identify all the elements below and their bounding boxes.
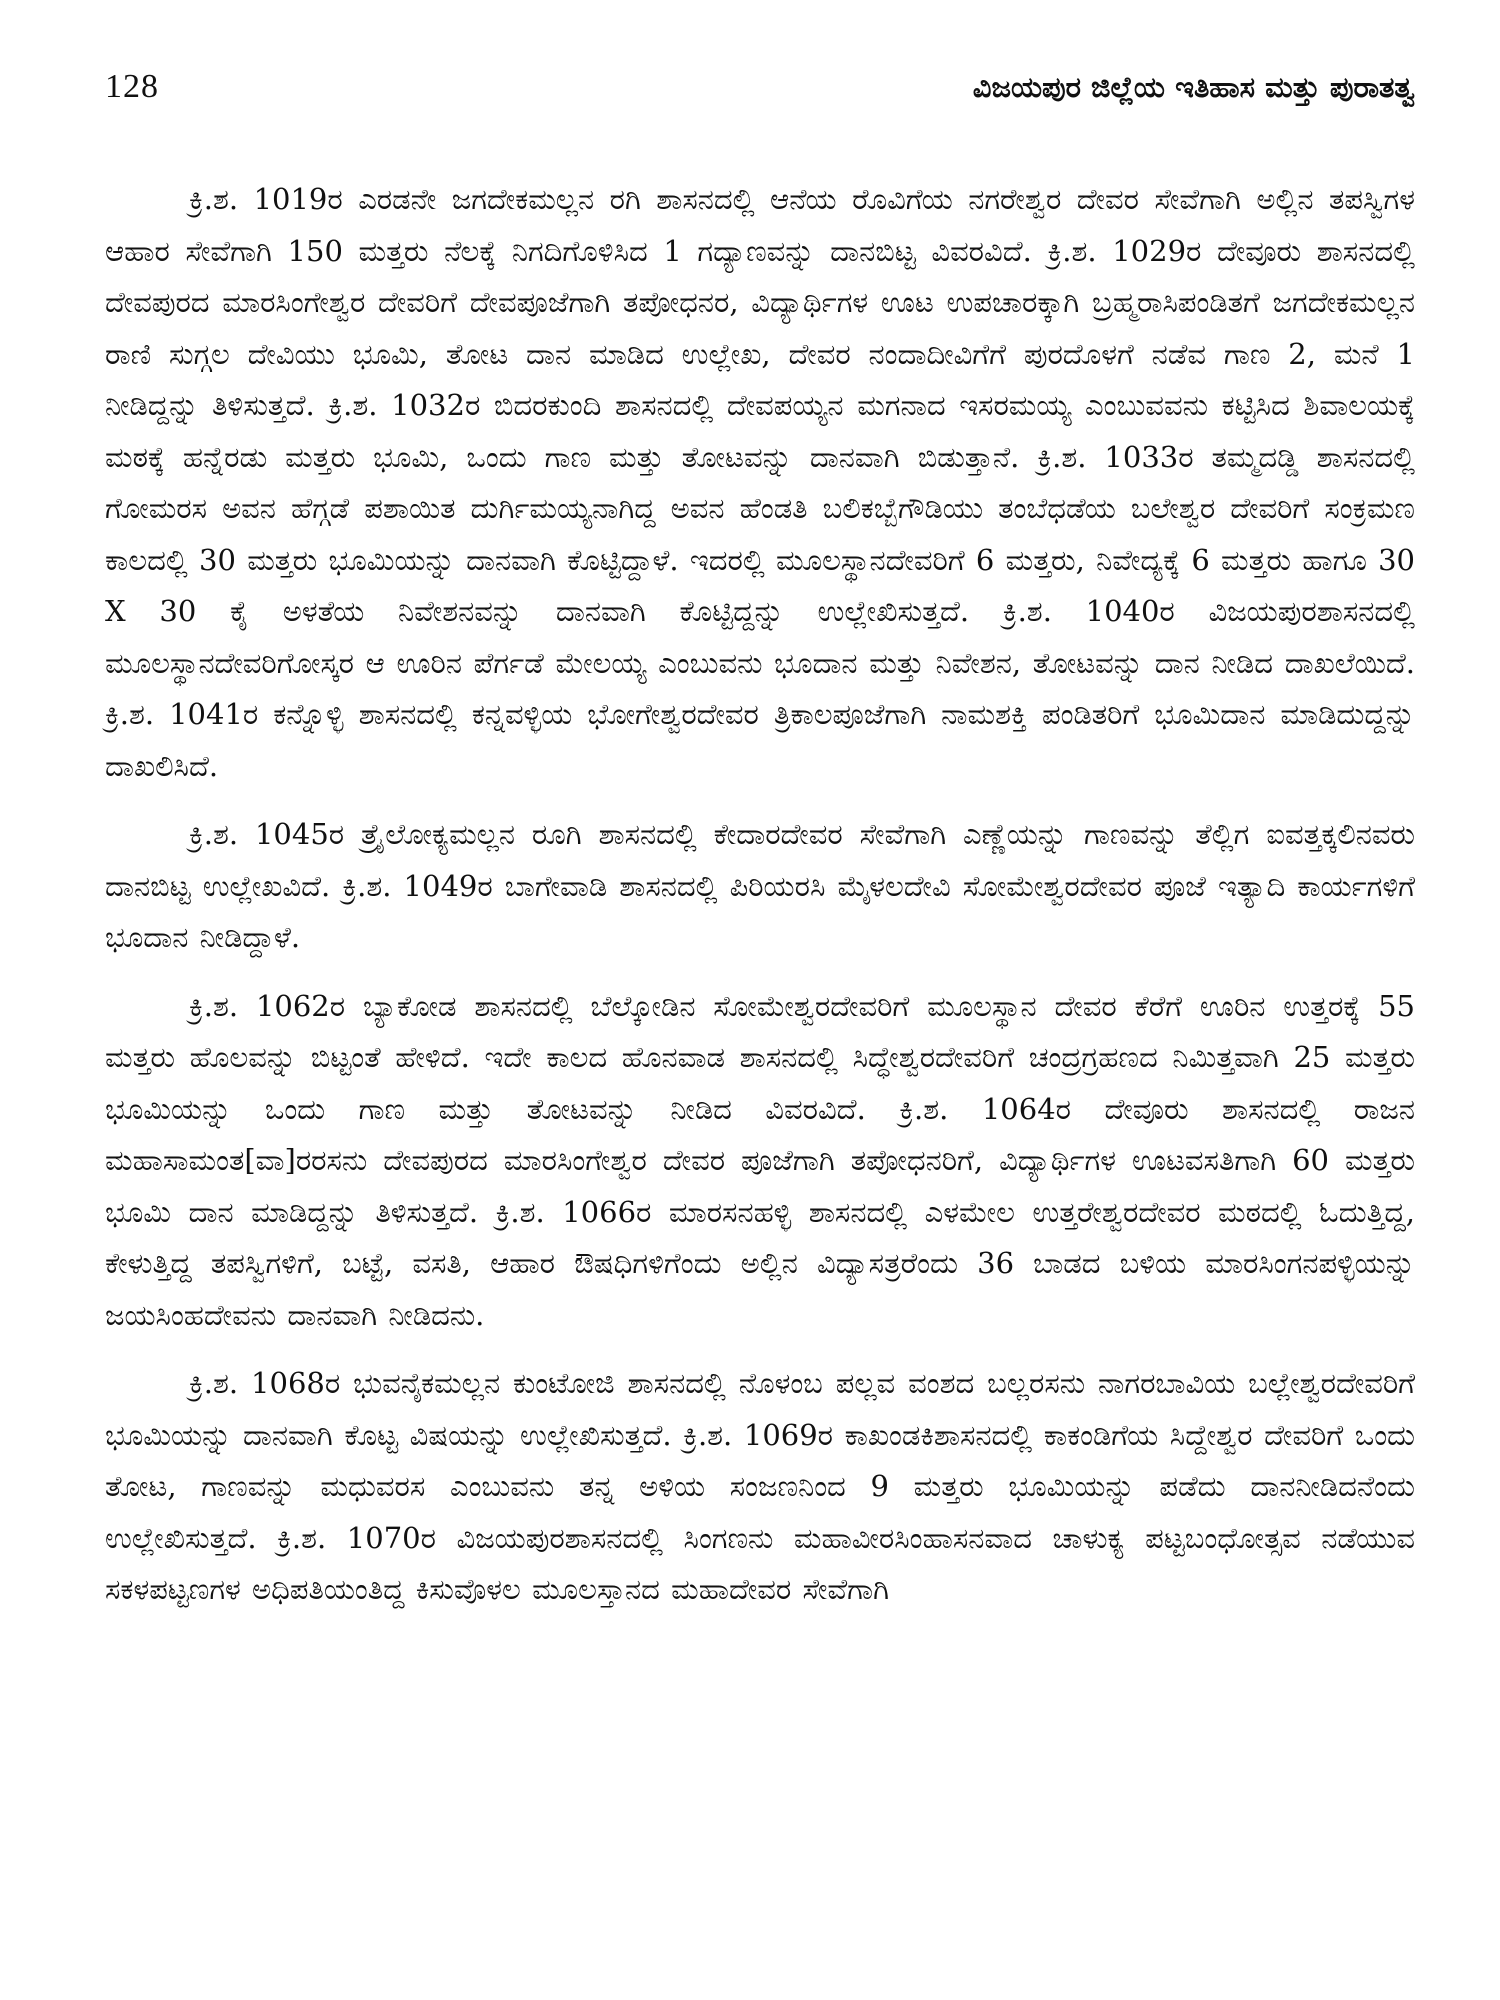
paragraph: ಕ್ರಿ.ಶ. 1062ರ ಬ್ಯಾಕೋಡ ಶಾಸನದಲ್ಲಿ ಬೆಲ್ಕೋಡಿನ ಸೋಮೇಶ್ವರದೇವರಿಗೆ ಮೂಲಸ್ಥಾನ ದೇವರ ಕೆರೆಗೆ ಊರಿನ ಉತ್ತರಕ್ಕೆ 55 ಮತ್ತರು ಹೊಲವನ್ನು ಬಿಟ್ಟಂತೆ ಹೇಳಿದೆ. ಇದೇ ಕಾಲದ ಹೊನವಾಡ ಶಾಸನದಲ್ಲಿ ಸಿದ್ಧೇಶ್ವರದೇವರಿಗೆ ಚಂದ್ರಗ್ರಹಣದ ನಿಮಿತ್ತವಾಗಿ 25 ಮತ್ತರು ಭೂಮಿಯನ್ನು ಒಂದು ಗಾಣ ಮತ್ತು ತೋಟವನ್ನು ನೀಡಿದ ವಿವರವಿದೆ. ಕ್ರಿ.ಶ. 1064ರ ದೇವೂರು ಶಾಸನದಲ್ಲಿ ರಾಜನ ಮಹಾಸಾಮಂತ[ವಾ]ರರಸನು ದೇವಪುರದ ಮಾರಸಿಂಗೇಶ್ವರ ದೇವರ ಪೂಜೆಗಾಗಿ ತಪೋಧನರಿಗೆ, ವಿದ್ಯಾರ್ಥಿಗಳ ಊಟವಸತಿಗಾಗಿ 60 ಮತ್ತರು ಭೂಮಿ ದಾನ ಮಾಡಿದ್ದನ್ನು ತಿಳಿಸುತ್ತದೆ. ಕ್ರಿ.ಶ. 1066ರ ಮಾರಸನಹಳ್ಳಿ ಶಾಸನದಲ್ಲಿ ಎಳಮೇಲ ಉತ್ತರೇಶ್ವರದೇವರ ಮಠದಲ್ಲಿ ಓದುತ್ತಿದ್ದ, ಕೇಳುತ್ತಿದ್ದ ತಪಸ್ವಿಗಳಿಗೆ, ಬಟ್ಟೆ, ವಸತಿ, ಆಹಾರ ಔಷಧಿಗಳಿಗೆಂದು ಅಲ್ಲಿನ ವಿದ್ಯಾಸತ್ರರೆಂದು 36 ಬಾಡದ ಬಳಿಯ ಮಾರಸಿಂಗನಪಳ್ಳಿಯನ್ನು ಜಯಸಿಂಹದೇವನು ದಾನವಾಗಿ ನೀಡಿದನು. [105, 988, 1415, 1332]
paragraph: ಕ್ರಿ.ಶ. 1019ರ ಎರಡನೇ ಜಗದೇಕಮಲ್ಲನ ರಗಿ ಶಾಸನದಲ್ಲಿ ಆನೆಯ ರೊವಿಗೆಯ ನಗರೇಶ್ವರ ದೇವರ ಸೇವೆಗಾಗಿ ಅಲ್ಲಿನ ತಪಸ್ವಿಗಳ ಆಹಾರ ಸೇವೆಗಾಗಿ 150 ಮತ್ತರು ನೆಲಕ್ಕೆ ನಿಗದಿಗೊಳಿಸಿದ 1 ಗದ್ಯಾಣವನ್ನು ದಾನಬಿಟ್ಟ ವಿವರವಿದೆ. ಕ್ರಿ.ಶ. 1029ರ ದೇವೂರು ಶಾಸನದಲ್ಲಿ ದೇವಪುರದ ಮಾರಸಿಂಗೇಶ್ವರ ದೇವರಿಗೆ ದೇವಪೂಜೆಗಾಗಿ ತಪೋಧನರ, ವಿದ್ಯಾರ್ಥಿಗಳ ಊಟ ಉಪಚಾರಕ್ಕಾಗಿ ಬ್ರಹ್ಮರಾಸಿಪಂಡಿತಗೆ ಜಗದೇಕಮಲ್ಲನ ರಾಣಿ ಸುಗ್ಗಲ ದೇವಿಯು ಭೂಮಿ, ತೋಟ ದಾನ ಮಾಡಿದ ಉಲ್ಲೇಖ, ದೇವರ ನಂದಾದೀವಿಗೆಗೆ ಪುರದೊಳಗೆ ನಡೆವ ಗಾಣ 2, ಮನೆ 1 ನೀಡಿದ್ದನ್ನು ತಿಳಿಸುತ್ತದೆ. ಕ್ರಿ.ಶ. 1032ರ ಬಿದರಕುಂದಿ ಶಾಸನದಲ್ಲಿ ದೇವಪಯ್ಯನ ಮಗನಾದ ಇಸರಮಯ್ಯ ಎಂಬುವವನು ಕಟ್ಟಿಸಿದ ಶಿವಾಲಯಕ್ಕೆ ಮಠಕ್ಕೆ ಹನ್ನೆರಡು ಮತ್ತರು ಭೂಮಿ, ಒಂದು ಗಾಣ ಮತ್ತು ತೋಟವನ್ನು ದಾನವಾಗಿ ಬಿಡುತ್ತಾನೆ. ಕ್ರಿ.ಶ. 1033ರ ತಮ್ಮದಡ್ಡಿ ಶಾಸನದಲ್ಲಿ ಗೋಮರಸ ಅವನ ಹೆಗ್ಗಡೆ ಪಶಾಯಿತ ದುರ್ಗಿಮಯ್ಯನಾಗಿದ್ದ ಅವನ ಹೆಂಡತಿ ಬಲಿಕಬ್ಬೆಗೌಡಿಯು ತಂಬೆಧಡೆಯ ಬಲೇಶ್ವರ ದೇವರಿಗೆ ಸಂಕ್ರಮಣ ಕಾಲದಲ್ಲಿ 30 ಮತ್ತರು ಭೂಮಿಯನ್ನು ದಾನವಾಗಿ ಕೊಟ್ಟಿದ್ದಾಳೆ. ಇದರಲ್ಲಿ ಮೂಲಸ್ಥಾನದೇವರಿಗೆ 6 ಮತ್ತರು, ನಿವೇದ್ಯಕ್ಕೆ 6 ಮತ್ತರು ಹಾಗೂ 30 X 30 ಕೈ ಅಳತೆಯ ನಿವೇಶನವನ್ನು ದಾನವಾಗಿ ಕೊಟ್ಟಿದ್ದನ್ನು ಉಲ್ಲೇಖಿಸುತ್ತದೆ. ಕ್ರಿ.ಶ. 1040ರ ವಿಜಯಪುರಶಾಸನದಲ್ಲಿ ಮೂಲಸ್ಥಾನದೇವರಿಗೋಸ್ಕರ ಆ ಊರಿನ ಪೆರ್ಗಡೆ ಮೇಲಯ್ಯ ಎಂಬುವನು ಭೂದಾನ ಮತ್ತು ನಿವೇಶನ, ತೋಟವನ್ನು ದಾನ ನೀಡಿದ ದಾಖಲೆಯಿದೆ. ಕ್ರಿ.ಶ. 1041ರ ಕನ್ನೊಳ್ಳಿ ಶಾಸನದಲ್ಲಿ ಕನ್ನವಳ್ಳಿಯ ಭೋಗೇಶ್ವರದೇವರ ತ್ರಿಕಾಲಪೂಜೆಗಾಗಿ ನಾಮಶಕ್ತಿ ಪಂಡಿತರಿಗೆ ಭೂಮಿದಾನ ಮಾಡಿದುದ್ದನ್ನು ದಾಖಲಿಸಿದೆ. [105, 182, 1415, 783]
paragraph: ಕ್ರಿ.ಶ. 1068ರ ಭುವನೈಕಮಲ್ಲನ ಕುಂಟೋಜಿ ಶಾಸನದಲ್ಲಿ ನೊಳಂಬ ಪಲ್ಲವ ವಂಶದ ಬಲ್ಲರಸನು ನಾಗರಬಾವಿಯ ಬಲ್ಲೇಶ್ವರದೇವರಿಗೆ ಭೂಮಿಯನ್ನು ದಾನವಾಗಿ ಕೊಟ್ಟ ವಿಷಯನ್ನು ಉಲ್ಲೇಖಿಸುತ್ತದೆ. ಕ್ರಿ.ಶ. 1069ರ ಕಾಖಂಡಕಿಶಾಸನದಲ್ಲಿ ಕಾಕಂಡಿಗೆಯ ಸಿದ್ದೇಶ್ವರ ದೇವರಿಗೆ ಒಂದು ತೋಟ, ಗಾಣವನ್ನು ಮಧುವರಸ ಎಂಬುವನು ತನ್ನ ಅಳಿಯ ಸಂಜಣನಿಂದ 9 ಮತ್ತರು ಭೂಮಿಯನ್ನು ಪಡೆದು ದಾನನೀಡಿದನೆಂದು ಉಲ್ಲೇಖಿಸುತ್ತದೆ. ಕ್ರಿ.ಶ. 1070ರ ವಿಜಯಪುರಶಾಸನದಲ್ಲಿ ಸಿಂಗಣನು ಮಹಾವೀರಸಿಂಹಾಸನವಾದ ಚಾಳುಕ್ಯ ಪಟ್ಟಬಂಧೋತ್ಸವ ನಡೆಯುವ ಸಕಳಪಟ್ಟಣಗಳ ಅಧಿಪತಿಯಂತಿದ್ದ ಕಿಸುವೊಳಲ ಮೂಲಸ್ತಾನದ ಮಹಾದೇವರ ಸೇವೆಗಾಗಿ [105, 1366, 1415, 1606]
page-number: 128 [105, 68, 159, 105]
page-header [105, 68, 1415, 128]
book-page [105, 68, 1415, 1968]
body-text [105, 174, 1415, 1616]
running-title: ವಿಜಯಪುರ ಜಿಲ್ಲೆಯ ಇತಿಹಾಸ ಮತ್ತು ಪುರಾತತ್ವ [972, 70, 1415, 104]
paragraph: ಕ್ರಿ.ಶ. 1045ರ ತ್ರೈಲೋಕ್ಯಮಲ್ಲನ ರೂಗಿ ಶಾಸನದಲ್ಲಿ ಕೇದಾರದೇವರ ಸೇವೆಗಾಗಿ ಎಣ್ಣೆಯನ್ನು ಗಾಣವನ್ನು ತೆಲ್ಲಿಗ ಐವತ್ತಕ್ಕಲಿನವರು ದಾನಬಿಟ್ಟ ಉಲ್ಲೇಖವಿದೆ. ಕ್ರಿ.ಶ. 1049ರ ಬಾಗೇವಾಡಿ ಶಾಸನದಲ್ಲಿ ಪಿರಿಯರಸಿ ಮೈಳಲದೇವಿ ಸೋಮೇಶ್ವರದೇವರ ಪೂಜೆ ಇತ್ಯಾದಿ ಕಾರ್ಯಗಳಿಗೆ ಭೂದಾನ ನೀಡಿದ್ದಾಳೆ. [105, 817, 1415, 954]
